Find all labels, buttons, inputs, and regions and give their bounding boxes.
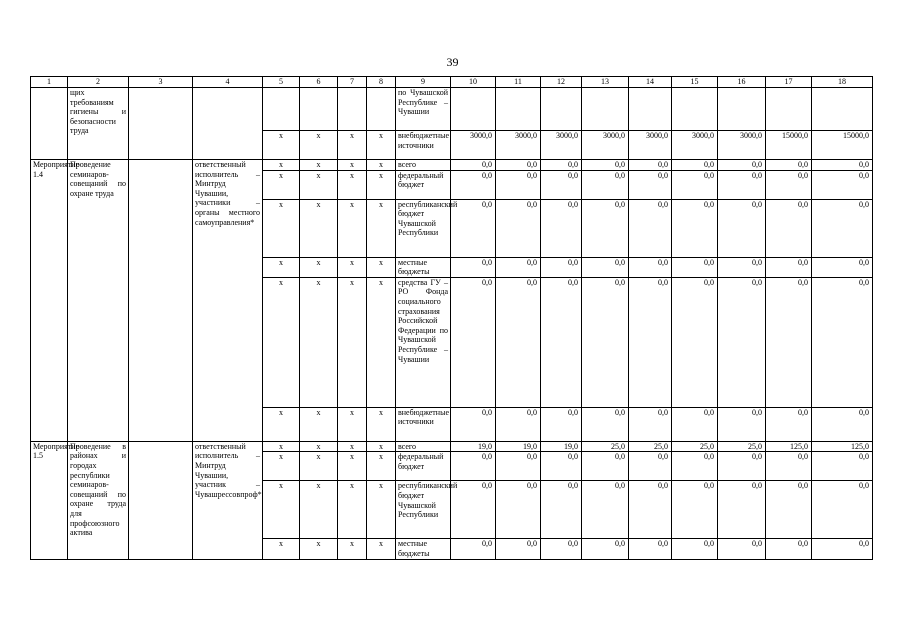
mark-cell: х	[338, 170, 367, 199]
value-cell: 0,0	[812, 170, 873, 199]
column-number-cell: 12	[541, 77, 582, 88]
event-label-cell	[31, 88, 68, 160]
value-cell	[766, 88, 812, 131]
mark-cell: х	[338, 277, 367, 407]
mark-cell: х	[300, 441, 338, 452]
value-cell: 0,0	[496, 481, 541, 539]
value-cell: 0,0	[451, 481, 496, 539]
value-cell: 0,0	[718, 452, 766, 481]
mark-cell: х	[263, 539, 300, 559]
source-cell: средства ГУ – РО Фонда социального страхования Российской Федерации по Чувашской Республике – Чувашии	[396, 277, 451, 407]
value-cell: 0,0	[582, 257, 629, 277]
value-cell: 0,0	[582, 277, 629, 407]
value-cell: 0,0	[672, 452, 718, 481]
mark-cell: х	[263, 277, 300, 407]
mark-cell: х	[367, 452, 396, 481]
value-cell: 0,0	[496, 452, 541, 481]
event-name-cell: щих требованиям гигиены и безопасности труда	[68, 88, 129, 160]
value-cell: 0,0	[718, 481, 766, 539]
mark-cell: х	[263, 481, 300, 539]
value-cell: 3000,0	[582, 131, 629, 160]
mark-cell	[338, 88, 367, 131]
column-number-cell: 3	[129, 77, 193, 88]
column-number-cell: 6	[300, 77, 338, 88]
value-cell: 3000,0	[451, 131, 496, 160]
value-cell: 0,0	[672, 170, 718, 199]
value-cell: 0,0	[541, 452, 582, 481]
column-number-cell: 16	[718, 77, 766, 88]
value-cell: 0,0	[718, 277, 766, 407]
value-cell: 25,0	[629, 441, 672, 452]
empty-cell	[129, 441, 193, 559]
mark-cell: х	[263, 452, 300, 481]
mark-cell: х	[300, 257, 338, 277]
source-cell: всего	[396, 441, 451, 452]
column-number-cell: 15	[672, 77, 718, 88]
source-cell: республиканский бюджет Чувашской Республики	[396, 481, 451, 539]
column-number-cell: 2	[68, 77, 129, 88]
column-number-cell: 10	[451, 77, 496, 88]
source-cell: внебюджетные источники	[396, 131, 451, 160]
value-cell: 0,0	[629, 481, 672, 539]
value-cell: 3000,0	[718, 131, 766, 160]
value-cell: 0,0	[629, 407, 672, 441]
mark-cell: х	[367, 199, 396, 257]
value-cell: 0,0	[629, 257, 672, 277]
mark-cell: х	[367, 160, 396, 171]
value-cell: 0,0	[496, 170, 541, 199]
value-cell: 0,0	[672, 160, 718, 171]
value-cell: 0,0	[541, 481, 582, 539]
mark-cell: х	[300, 539, 338, 559]
value-cell	[451, 88, 496, 131]
value-cell: 0,0	[718, 160, 766, 171]
value-cell: 0,0	[629, 452, 672, 481]
value-cell: 0,0	[582, 452, 629, 481]
source-cell: федеральный бюджет	[396, 170, 451, 199]
value-cell: 0,0	[672, 407, 718, 441]
value-cell: 0,0	[766, 481, 812, 539]
value-cell	[812, 88, 873, 131]
value-cell	[629, 88, 672, 131]
table-row	[31, 160, 873, 171]
mark-cell: х	[300, 452, 338, 481]
value-cell: 0,0	[582, 407, 629, 441]
value-cell: 0,0	[451, 257, 496, 277]
mark-cell: х	[263, 441, 300, 452]
value-cell: 0,0	[451, 452, 496, 481]
value-cell: 0,0	[582, 481, 629, 539]
column-number-cell: 8	[367, 77, 396, 88]
mark-cell: х	[367, 407, 396, 441]
value-cell: 0,0	[451, 199, 496, 257]
source-cell: федеральный бюджет	[396, 452, 451, 481]
mark-cell: х	[300, 277, 338, 407]
value-cell: 0,0	[812, 481, 873, 539]
mark-cell: х	[263, 131, 300, 160]
value-cell: 125,0	[766, 441, 812, 452]
responsible-cell: ответственный исполнитель – Минтруд Чувашии, участники – органы местного самоуправления*	[193, 160, 263, 442]
value-cell: 125,0	[812, 441, 873, 452]
column-number-cell: 5	[263, 77, 300, 88]
value-cell: 0,0	[812, 199, 873, 257]
column-number-cell: 1	[31, 77, 68, 88]
source-cell: местные бюджеты	[396, 257, 451, 277]
column-number-cell: 11	[496, 77, 541, 88]
value-cell: 0,0	[541, 199, 582, 257]
source-cell: по Чувашской Республике – Чувашии	[396, 88, 451, 131]
mark-cell: х	[338, 160, 367, 171]
table-row	[31, 88, 873, 131]
mark-cell: х	[263, 170, 300, 199]
value-cell	[541, 88, 582, 131]
value-cell: 0,0	[766, 160, 812, 171]
value-cell: 0,0	[541, 160, 582, 171]
value-cell: 0,0	[718, 199, 766, 257]
value-cell: 0,0	[766, 407, 812, 441]
value-cell: 0,0	[541, 277, 582, 407]
column-number-cell: 18	[812, 77, 873, 88]
value-cell: 0,0	[451, 170, 496, 199]
header-row	[31, 77, 873, 88]
mark-cell: х	[367, 539, 396, 559]
mark-cell: х	[300, 170, 338, 199]
value-cell: 0,0	[496, 539, 541, 559]
value-cell: 0,0	[812, 257, 873, 277]
value-cell	[496, 88, 541, 131]
mark-cell: х	[338, 257, 367, 277]
value-cell: 3000,0	[672, 131, 718, 160]
table-body	[31, 77, 873, 560]
column-number-cell: 9	[396, 77, 451, 88]
empty-cell	[129, 160, 193, 442]
value-cell: 15000,0	[812, 131, 873, 160]
value-cell: 0,0	[812, 452, 873, 481]
value-cell: 19,0	[451, 441, 496, 452]
value-cell: 0,0	[812, 277, 873, 407]
value-cell: 0,0	[582, 539, 629, 559]
value-cell: 0,0	[629, 539, 672, 559]
mark-cell: х	[338, 199, 367, 257]
mark-cell: х	[300, 481, 338, 539]
value-cell: 0,0	[541, 407, 582, 441]
value-cell: 0,0	[672, 257, 718, 277]
value-cell: 0,0	[496, 407, 541, 441]
mark-cell: х	[338, 407, 367, 441]
mark-cell	[300, 88, 338, 131]
mark-cell: х	[338, 539, 367, 559]
value-cell: 0,0	[496, 257, 541, 277]
event-label-cell: Мероприятие 1.5	[31, 441, 68, 559]
column-number-cell: 7	[338, 77, 367, 88]
value-cell: 0,0	[672, 481, 718, 539]
column-number-cell: 4	[193, 77, 263, 88]
value-cell: 19,0	[496, 441, 541, 452]
value-cell: 0,0	[629, 170, 672, 199]
value-cell: 25,0	[582, 441, 629, 452]
value-cell: 0,0	[451, 539, 496, 559]
column-number-cell: 14	[629, 77, 672, 88]
value-cell: 0,0	[629, 160, 672, 171]
mark-cell: х	[338, 452, 367, 481]
value-cell: 0,0	[812, 539, 873, 559]
mark-cell: х	[338, 131, 367, 160]
mark-cell: х	[300, 160, 338, 171]
column-number-cell: 17	[766, 77, 812, 88]
value-cell	[582, 88, 629, 131]
mark-cell: х	[263, 257, 300, 277]
value-cell: 0,0	[496, 199, 541, 257]
value-cell: 0,0	[718, 170, 766, 199]
value-cell: 0,0	[451, 277, 496, 407]
value-cell: 0,0	[718, 407, 766, 441]
value-cell: 0,0	[629, 277, 672, 407]
event-name-cell: Проведение семинаров-совещаний по охране труда	[68, 160, 129, 442]
mark-cell: х	[367, 131, 396, 160]
value-cell: 0,0	[496, 160, 541, 171]
value-cell: 0,0	[812, 407, 873, 441]
event-name-cell: Проведение в районах и городах республики семинаров-совещаний по охране труда для профсоюзного актива	[68, 441, 129, 559]
value-cell: 0,0	[541, 539, 582, 559]
value-cell: 0,0	[582, 170, 629, 199]
value-cell	[718, 88, 766, 131]
value-cell: 0,0	[766, 452, 812, 481]
value-cell: 0,0	[718, 539, 766, 559]
value-cell: 0,0	[582, 199, 629, 257]
mark-cell: х	[300, 407, 338, 441]
value-cell: 0,0	[582, 160, 629, 171]
mark-cell: х	[300, 199, 338, 257]
source-cell: республиканский бюджет Чувашской Республики	[396, 199, 451, 257]
empty-cell	[129, 88, 193, 160]
value-cell: 0,0	[451, 160, 496, 171]
value-cell: 3000,0	[541, 131, 582, 160]
value-cell	[672, 88, 718, 131]
mark-cell: х	[367, 481, 396, 539]
source-cell: внебюджетные источники	[396, 407, 451, 441]
page-number: 39	[446, 55, 459, 69]
value-cell: 0,0	[629, 199, 672, 257]
source-cell: местные бюджеты	[396, 539, 451, 559]
value-cell: 0,0	[766, 170, 812, 199]
table-row	[31, 441, 873, 452]
source-cell: всего	[396, 160, 451, 171]
mark-cell: х	[338, 441, 367, 452]
value-cell: 0,0	[766, 257, 812, 277]
value-cell: 0,0	[672, 199, 718, 257]
value-cell: 15000,0	[766, 131, 812, 160]
value-cell: 0,0	[541, 257, 582, 277]
value-cell: 0,0	[766, 539, 812, 559]
value-cell: 0,0	[541, 170, 582, 199]
mark-cell: х	[367, 277, 396, 407]
value-cell: 0,0	[766, 199, 812, 257]
value-cell: 3000,0	[629, 131, 672, 160]
mark-cell: х	[367, 441, 396, 452]
budget-table	[30, 76, 873, 560]
mark-cell: х	[263, 407, 300, 441]
value-cell: 25,0	[672, 441, 718, 452]
value-cell: 0,0	[672, 539, 718, 559]
value-cell: 0,0	[766, 277, 812, 407]
mark-cell: х	[367, 257, 396, 277]
value-cell: 0,0	[496, 277, 541, 407]
value-cell: 0,0	[718, 257, 766, 277]
mark-cell: х	[263, 160, 300, 171]
value-cell: 0,0	[812, 160, 873, 171]
mark-cell: х	[338, 481, 367, 539]
responsible-cell	[193, 88, 263, 160]
event-label-cell: Мероприятие 1.4	[31, 160, 68, 442]
mark-cell	[263, 88, 300, 131]
value-cell: 19,0	[541, 441, 582, 452]
value-cell: 0,0	[672, 277, 718, 407]
mark-cell: х	[300, 131, 338, 160]
value-cell: 0,0	[451, 407, 496, 441]
mark-cell: х	[367, 170, 396, 199]
responsible-cell: ответственный исполнитель – Минтруд Чувашии, участник – Чувашрессовпроф*	[193, 441, 263, 559]
value-cell: 25,0	[718, 441, 766, 452]
value-cell: 3000,0	[496, 131, 541, 160]
column-number-cell: 13	[582, 77, 629, 88]
mark-cell	[367, 88, 396, 131]
mark-cell: х	[263, 199, 300, 257]
